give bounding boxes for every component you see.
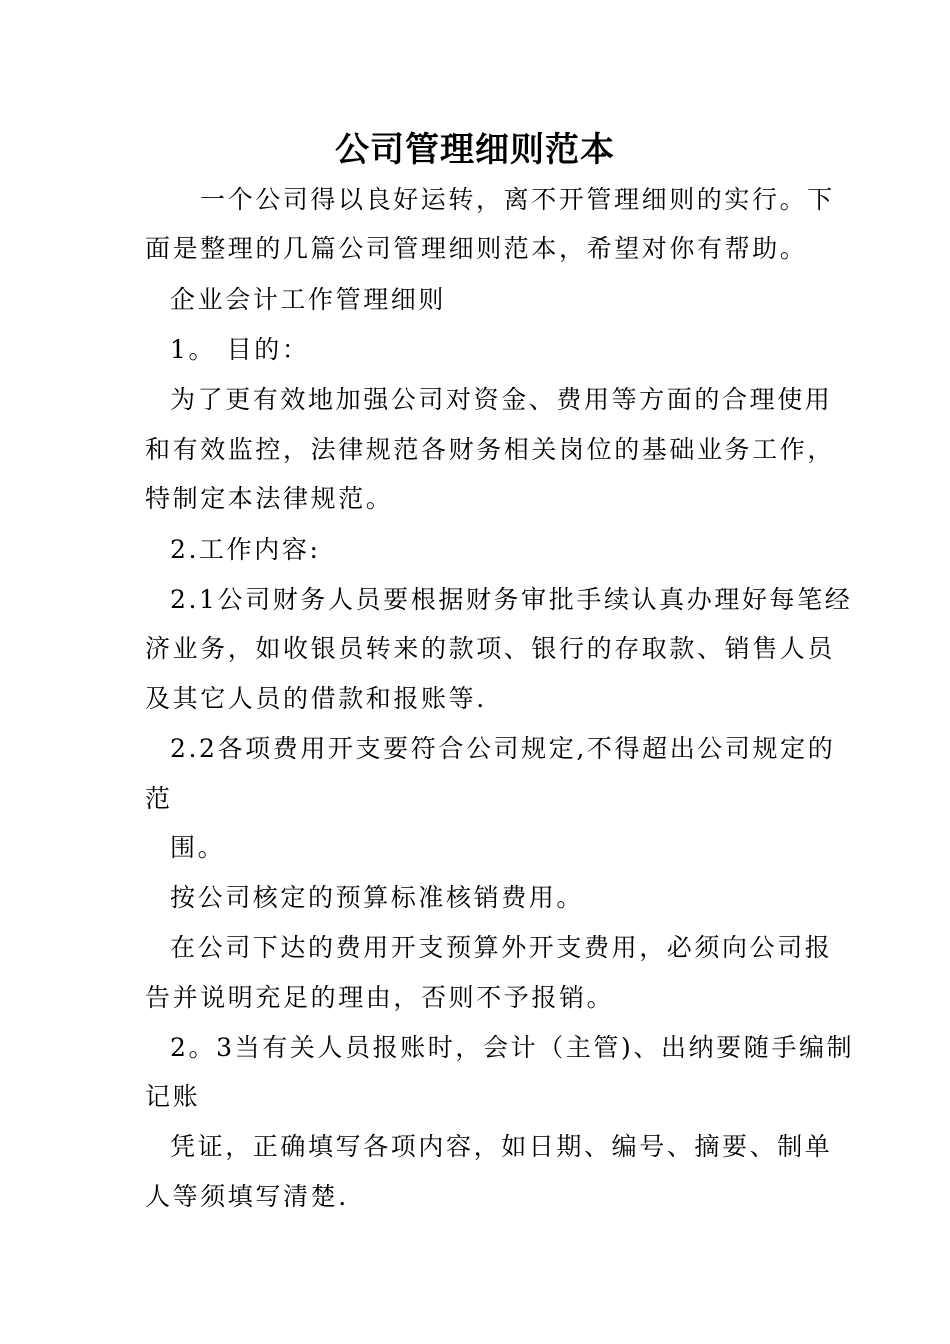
paragraph-line: 一个公司得以良好运转，离不开管理细则的实行。下: [200, 185, 835, 214]
paragraph-line: 及其它人员的借款和报账等.: [145, 684, 487, 713]
paragraph-line: 按公司核定的预算标准核销费用。: [170, 883, 585, 912]
section-heading: 企业会计工作管理细则: [170, 285, 447, 314]
subsection-heading: 2.工作内容:: [170, 535, 321, 564]
paragraph-line: 和有效监控，法律规范各财务相关岗位的基础业务工作，: [145, 435, 836, 464]
subsection-heading: 1。 目的：: [170, 335, 310, 364]
paragraph-line: 凭证，正确填写各项内容，如日期、编号、摘要、制单: [170, 1132, 833, 1161]
paragraph-line: 济业务，如收银员转来的款项、银行的存取款、销售人员: [145, 634, 836, 663]
paragraph-line: 2。3当有关人员报账时，会计（主管)、出纳要随手编制: [170, 1033, 855, 1062]
paragraph-line: 告并说明充足的理由，否则不予报销。: [145, 983, 615, 1012]
paragraph-line: 围。: [170, 833, 226, 862]
document-title: 公司管理细则范本: [335, 130, 615, 170]
paragraph-line: 面是整理的几篇公司管理细则范本，希望对你有帮助。: [145, 234, 808, 263]
paragraph-line: 2.2各项费用开支要符合公司规定,不得超出公司规定的: [170, 734, 836, 763]
paragraph-line: 在公司下达的费用开支预算外开支费用，必须向公司报: [170, 933, 833, 962]
paragraph-line: 范: [145, 784, 173, 813]
paragraph-line: 人等须填写清楚.: [145, 1182, 349, 1211]
paragraph-line: 为了更有效地加强公司对资金、费用等方面的合理使用: [170, 385, 833, 414]
paragraph-line: 2.1公司财务人员要根据财务审批手续认真办理好每笔经: [170, 585, 853, 614]
paragraph-line: 记账: [145, 1082, 201, 1111]
paragraph-line: 特制定本法律规范。: [145, 484, 394, 513]
